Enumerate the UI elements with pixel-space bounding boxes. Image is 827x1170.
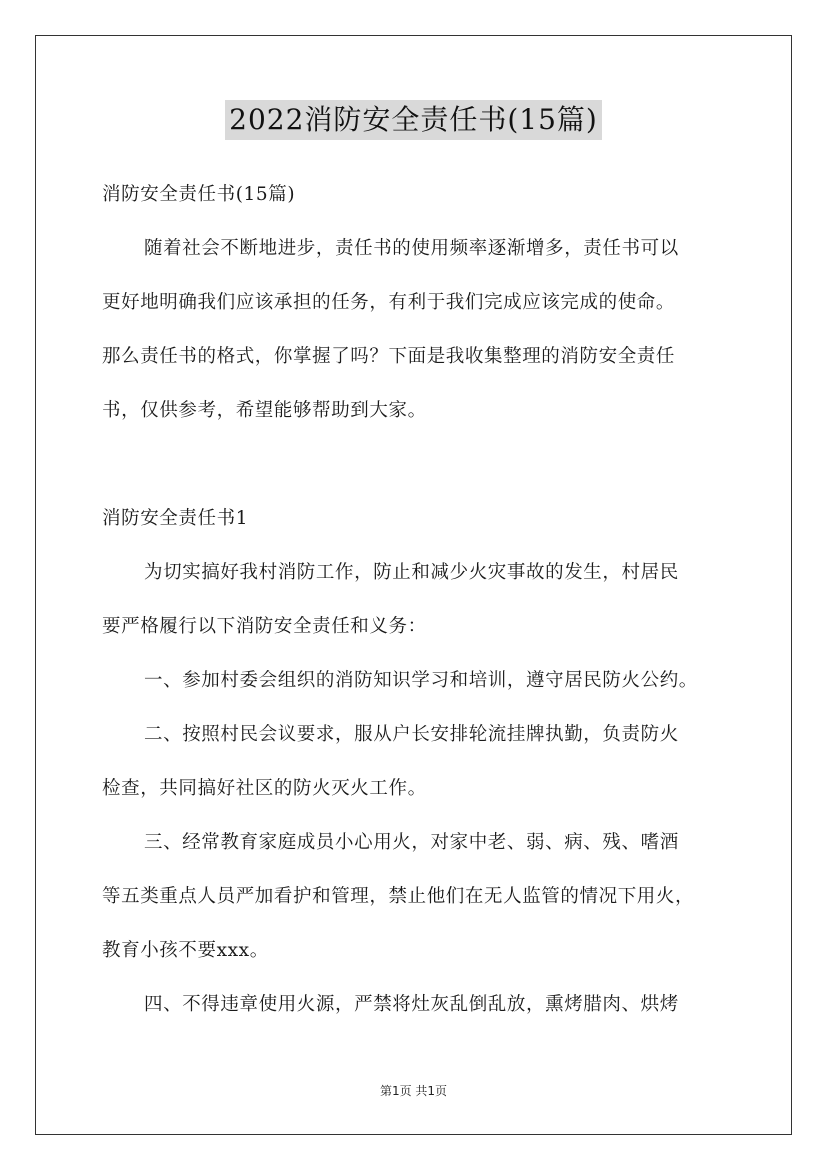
paragraph-line: 一、参加村委会组织的消防知识学习和培训，遵守居民防火公约。 xyxy=(144,670,698,691)
paragraph-line: 检查，共同搞好社区的防火灭火工作。 xyxy=(102,778,427,799)
document-body xyxy=(102,168,742,1032)
paragraph-line: 四、不得违章使用火源，严禁将灶灰乱倒乱放，熏烤腊肉、烘烤 xyxy=(144,994,679,1015)
paragraph-line: 为切实搞好我村消防工作，防止和减少火灾事故的发生，村居民 xyxy=(144,562,679,583)
paragraph-line: 那么责任书的格式，你掌握了吗？下面是我收集整理的消防安全责任 xyxy=(102,346,676,367)
paragraph-spacer xyxy=(102,438,742,492)
paragraph-line: 等五类重点人员严加看护和管理，禁止他们在无人监管的情况下用火， xyxy=(102,886,695,907)
paragraph-line: 书，仅供参考，希望能够帮助到大家。 xyxy=(102,400,427,421)
page-number: 第1页 共1页 xyxy=(379,1084,448,1098)
paragraph-line: 三、经常教育家庭成员小心用火，对家中老、弱、病、残、嗜酒 xyxy=(144,832,679,853)
paragraph-line: 更好地明确我们应该承担的任务，有利于我们完成应该完成的使命。 xyxy=(102,292,676,313)
page-footer xyxy=(0,1082,827,1100)
document-title: 2022消防安全责任书(15篇) xyxy=(225,100,602,140)
section-heading: 消防安全责任书(15篇) xyxy=(102,184,296,205)
paragraph-line: 随着社会不断地进步，责任书的使用频率逐渐增多，责任书可以 xyxy=(144,238,679,259)
paragraph-line: 教育小孩不要xxx。 xyxy=(102,940,269,961)
title-container xyxy=(0,100,827,140)
paragraph-line: 二、按照村民会议要求，服从户长安排轮流挂牌执勤，负责防火 xyxy=(144,724,679,745)
paragraph-line: 要严格履行以下消防安全责任和义务： xyxy=(102,616,427,637)
section-heading: 消防安全责任书1 xyxy=(102,508,249,529)
